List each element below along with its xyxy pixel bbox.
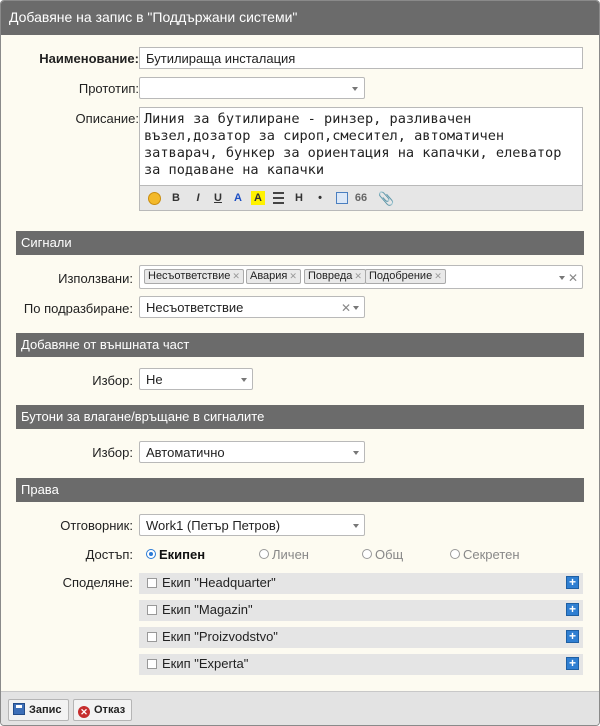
smiley-icon[interactable]	[148, 192, 161, 205]
signal-tag[interactable]: Авария ✕	[246, 269, 301, 284]
share-item-label: Екип "Magazin"	[162, 602, 253, 617]
buttons-value: Автоматично	[146, 445, 225, 460]
access-label: Достъп:	[85, 547, 133, 562]
section-rights: Права	[16, 478, 584, 502]
description-label: Описание:	[75, 111, 139, 126]
share-item[interactable]	[139, 654, 583, 675]
share-item-label: Екип "Experta"	[162, 656, 249, 671]
chevron-down-icon	[353, 524, 359, 528]
align-icon[interactable]	[273, 192, 284, 204]
signal-tag[interactable]: Несъответствие ✕	[144, 269, 244, 284]
share-item[interactable]	[139, 600, 583, 621]
chevron-down-icon	[352, 87, 358, 91]
prototype-select[interactable]	[139, 77, 365, 99]
bold-icon[interactable]: B	[172, 192, 180, 204]
chevron-down-icon	[241, 378, 247, 382]
share-item-label: Екип "Proizvodstvo"	[162, 629, 278, 644]
plus-icon[interactable]: +	[566, 630, 579, 643]
bullet-icon[interactable]: •	[318, 192, 322, 204]
plus-icon[interactable]: +	[566, 603, 579, 616]
signal-tag[interactable]: Повреда ✕	[304, 269, 366, 284]
dialog-footer	[1, 691, 599, 725]
buttons-label: Избор:	[92, 445, 133, 460]
owner-label: Отговорник:	[60, 518, 133, 533]
save-button[interactable]: Запис	[8, 699, 69, 721]
access-radio-personal[interactable]	[259, 549, 269, 559]
owner-value: Work1 (Петър Петров)	[146, 518, 281, 533]
table-icon[interactable]	[336, 192, 348, 204]
share-checkbox[interactable]	[147, 605, 157, 615]
form-content	[1, 35, 599, 691]
remove-tag-icon: ✕	[354, 271, 362, 281]
save-icon	[13, 703, 25, 715]
signal-tag[interactable]: Подобрение ✕	[365, 269, 446, 284]
attach-icon[interactable]: 📎	[378, 191, 395, 206]
default-signal-select[interactable]	[139, 296, 365, 318]
access-option-secret: Секретен	[463, 547, 520, 562]
highlight-icon[interactable]: A	[251, 191, 265, 205]
heading-icon[interactable]: H	[295, 192, 303, 204]
section-external: Добавяне от външната част	[16, 333, 584, 357]
access-option-personal: Личен	[272, 547, 309, 562]
plus-icon[interactable]: +	[566, 657, 579, 670]
used-signals-label: Използвани:	[58, 271, 133, 286]
cancel-icon: ✕	[78, 706, 90, 718]
remove-tag-icon: ✕	[232, 271, 240, 281]
access-radio-team[interactable]	[146, 549, 156, 559]
share-checkbox[interactable]	[147, 578, 157, 588]
remove-tag-icon: ✕	[434, 271, 442, 281]
share-item-label: Екип "Headquarter"	[162, 575, 276, 590]
access-radio-secret[interactable]	[450, 549, 460, 559]
quote-icon[interactable]: 66	[354, 192, 368, 204]
share-label: Споделяне:	[62, 575, 133, 590]
cancel-button[interactable]: ✕ Отказ	[73, 699, 132, 721]
section-buttons: Бутони за влагане/връщане в сигналите	[16, 405, 584, 429]
share-checkbox[interactable]	[147, 632, 157, 642]
text-color-icon[interactable]: A	[234, 192, 242, 204]
name-label: Наименование:	[39, 51, 139, 66]
buttons-select[interactable]	[139, 441, 365, 463]
clear-icon[interactable]: ✕	[568, 271, 579, 285]
remove-tag-icon: ✕	[289, 271, 297, 281]
default-signal-label: По подразбиране:	[23, 301, 133, 316]
external-label: Избор:	[92, 373, 133, 388]
share-checkbox[interactable]	[147, 659, 157, 669]
owner-select[interactable]	[139, 514, 365, 536]
name-input[interactable]: Бутилираща инсталация	[139, 47, 583, 69]
clear-icon[interactable]: ✕	[341, 301, 352, 315]
access-option-team: Екипен	[159, 547, 206, 562]
external-value: Не	[146, 372, 163, 387]
share-item[interactable]	[139, 627, 583, 648]
chevron-down-icon	[353, 451, 359, 455]
description-textarea[interactable]: Линия за бутилиране - ринзер, разливачен възел,дозатор за сироп,смесител, автоматичен затварач, бункер за ориентация на капачки, елеватор за подаване на капачки	[139, 107, 583, 185]
section-signals: Сигнали	[16, 231, 584, 255]
underline-icon[interactable]: U	[214, 192, 222, 204]
plus-icon[interactable]: +	[566, 576, 579, 589]
chevron-down-icon	[559, 276, 565, 280]
default-signal-value: Несъответствие	[146, 300, 244, 315]
dialog-title: Добавяне на запис в "Поддържани системи"	[1, 1, 599, 35]
share-item[interactable]	[139, 573, 583, 594]
used-signals-multiselect[interactable]	[139, 265, 583, 289]
prototype-label: Прототип:	[78, 81, 139, 96]
italic-icon[interactable]: I	[196, 192, 200, 204]
access-option-public: Общ	[375, 547, 404, 562]
editor-toolbar	[139, 185, 583, 211]
external-select[interactable]	[139, 368, 253, 390]
chevron-down-icon	[353, 306, 359, 310]
access-radio-public[interactable]	[362, 549, 372, 559]
